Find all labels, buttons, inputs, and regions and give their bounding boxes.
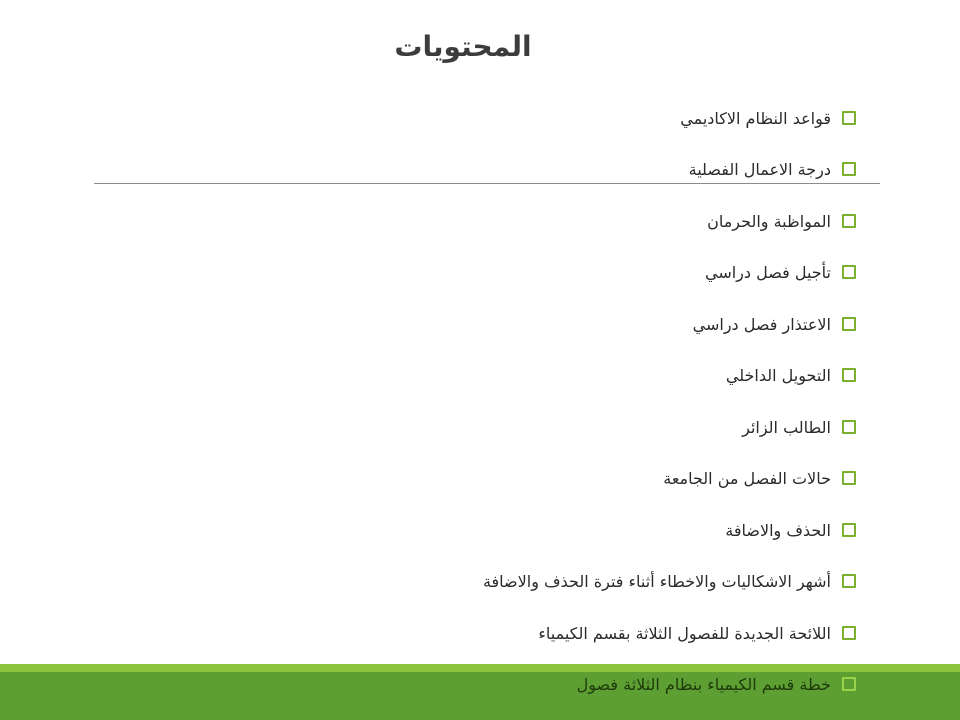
list-item-label: الحذف والاضافة bbox=[725, 520, 831, 540]
checkbox-outline-icon bbox=[842, 420, 856, 434]
slide-title: المحتويات bbox=[394, 30, 532, 63]
list-item bbox=[483, 569, 856, 593]
list-item-label: أشهر الاشكاليات والاخطاء أثناء فترة الحذف والاضافة bbox=[482, 571, 831, 591]
list-item bbox=[577, 672, 856, 696]
list-item-label: تأجيل فصل دراسي bbox=[704, 262, 831, 282]
checkbox-outline-icon bbox=[842, 626, 856, 640]
list-item bbox=[689, 157, 856, 181]
checkbox-outline-icon bbox=[842, 574, 856, 588]
list-item bbox=[680, 106, 856, 130]
checkbox-outline-icon bbox=[842, 265, 856, 279]
list-item bbox=[663, 466, 856, 490]
list-item-label: التحويل الداخلي bbox=[725, 365, 831, 385]
list-item-label: المواظبة والحرمان bbox=[707, 211, 831, 231]
list-item bbox=[725, 518, 856, 542]
checkbox-outline-icon bbox=[842, 111, 856, 125]
checkbox-outline-icon bbox=[842, 471, 856, 485]
list-item-label: درجة الاعمال الفصلية bbox=[688, 159, 831, 179]
list-item bbox=[707, 209, 856, 233]
checkbox-outline-icon bbox=[842, 317, 856, 331]
list-item bbox=[705, 260, 856, 284]
horizontal-divider bbox=[94, 183, 880, 184]
checkbox-outline-icon bbox=[842, 214, 856, 228]
checkbox-outline-icon bbox=[842, 368, 856, 382]
list-item-label: اللائحة الجديدة للفصول الثلاثة بقسم الكيمياء bbox=[538, 623, 831, 643]
list-item bbox=[742, 415, 856, 439]
list-item bbox=[693, 312, 856, 336]
list-item-label: الطالب الزائر bbox=[742, 417, 831, 437]
list-item-label: خطة قسم الكيمياء بنظام الثلاثة فصول bbox=[576, 674, 831, 694]
list-item-label: قواعد النظام الاكاديمي bbox=[680, 108, 831, 128]
list-item bbox=[538, 621, 856, 645]
list-item-label: حالات الفصل من الجامعة bbox=[663, 468, 831, 488]
footer-band-light bbox=[0, 664, 960, 672]
list-item bbox=[726, 363, 856, 387]
list-item-label: الاعتذار فصل دراسي bbox=[692, 314, 831, 334]
checkbox-outline-icon bbox=[842, 162, 856, 176]
checkbox-outline-icon bbox=[842, 523, 856, 537]
checkbox-outline-icon bbox=[842, 677, 856, 691]
